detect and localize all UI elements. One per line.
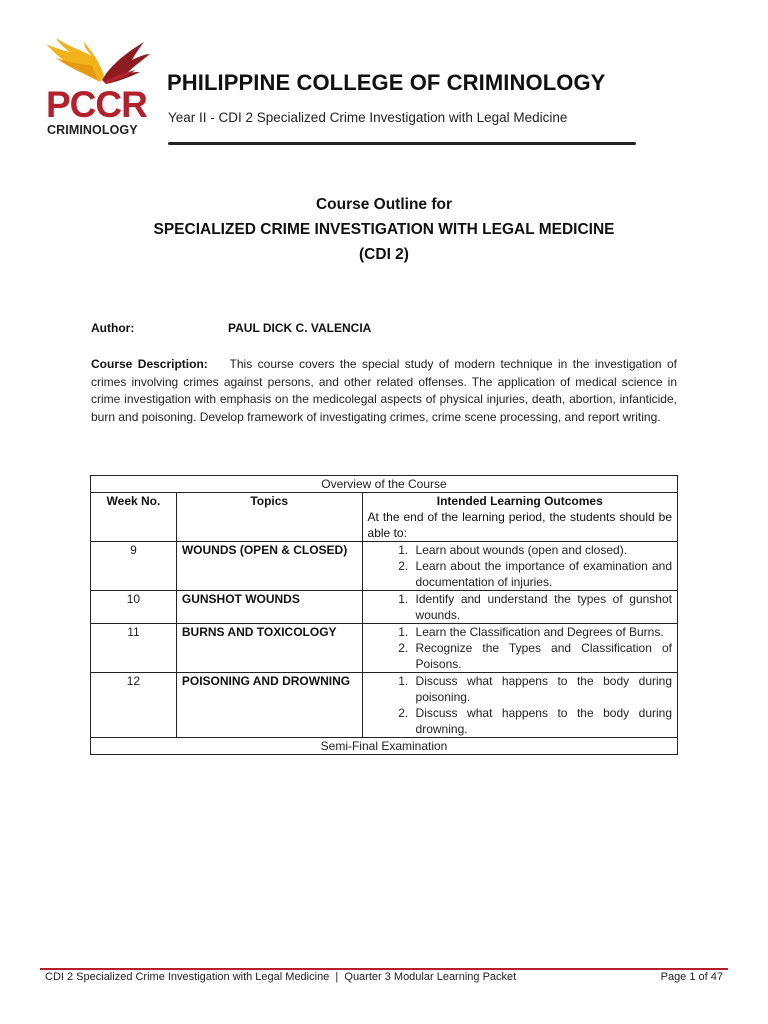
course-name-heading: SPECIALIZED CRIME INVESTIGATION WITH LEGAL MEDICINE <box>153 221 615 238</box>
table-row <box>91 673 678 738</box>
exam-label: Semi-Final Examination <box>91 738 678 755</box>
table-row <box>91 624 678 673</box>
table-footer-row <box>91 738 678 755</box>
outcome-item: 2. Learn about the importance of examination and documentation of injuries. <box>412 558 672 590</box>
topic-cell: BURNS AND TOXICOLOGY <box>176 624 362 673</box>
footer-divider <box>40 968 728 970</box>
table-header-row <box>91 493 678 542</box>
week-cell: 10 <box>91 591 177 624</box>
page-number: Page 1 of 47 <box>660 971 723 983</box>
week-cell: 11 <box>91 624 177 673</box>
topics-header: Topics <box>176 493 362 542</box>
outcomes-cell <box>362 624 677 673</box>
logo-subtext: CRIMINOLOGY <box>47 123 138 137</box>
outcome-item: 1. Learn the Classification and Degrees of Burns. <box>412 624 672 640</box>
table-row <box>91 591 678 624</box>
course-code-heading: (CDI 2) <box>359 246 409 263</box>
footer-course-info: CDI 2 Specialized Crime Investigation with Legal Medicine | Quarter 3 Modular Learning Packet <box>45 971 517 983</box>
table-row <box>91 542 678 591</box>
course-outline-heading: Course Outline for <box>315 196 453 213</box>
ilo-header <box>362 493 677 542</box>
course-description-text: This course covers the special study of modern technique in the investigation of crimes involving crimes against persons, and other related offenses. The application of medical science in crime investigation with emphasis on the medicolegal aspects of physical injuries, death, abortion, infanticide, burn and poisoning. Develop framework of investigating crimes, crime scene processing, and report writing. <box>91 357 678 424</box>
outcome-item: 1. Identify and understand the types of gunshot wounds. <box>412 591 672 623</box>
header-divider <box>168 142 636 145</box>
outcome-item: 2. Recognize the Types and Classification of Poisons. <box>412 640 672 672</box>
pccr-logo <box>40 36 158 140</box>
college-name: PHILIPPINE COLLEGE OF CRIMINOLOGY <box>167 70 606 95</box>
course-subtitle: Year II - CDI 2 Specialized Crime Investigation with Legal Medicine <box>168 110 568 125</box>
outcomes-cell <box>362 673 677 738</box>
ilo-header-title: Intended Learning Outcomes <box>436 494 603 508</box>
course-overview-table <box>90 475 678 755</box>
outcomes-cell <box>362 591 677 624</box>
outcome-item: 1. Learn about wounds (open and closed). <box>412 542 672 558</box>
topic-cell: POISONING AND DROWNING <box>176 673 362 738</box>
week-cell: 12 <box>91 673 177 738</box>
logo-wordmark: PCCR <box>46 84 147 125</box>
course-description-label: Course Description: <box>91 357 208 371</box>
outcomes-cell <box>362 542 677 591</box>
table-caption: Overview of the Course <box>91 476 678 493</box>
week-cell: 9 <box>91 542 177 591</box>
author-label: Author: <box>91 321 135 335</box>
table-caption-row <box>91 476 678 493</box>
course-description <box>91 356 677 426</box>
topic-cell: GUNSHOT WOUNDS <box>176 591 362 624</box>
outcome-item: 1. Discuss what happens to the body during poisoning. <box>412 673 672 705</box>
ilo-header-subtitle: At the end of the learning period, the students should be able to: <box>367 510 672 540</box>
outcome-item: 2. Discuss what happens to the body during drowning. <box>412 705 672 737</box>
topic-cell: WOUNDS (OPEN & CLOSED) <box>176 542 362 591</box>
author-name: PAUL DICK C. VALENCIA <box>228 321 372 335</box>
week-header: Week No. <box>91 493 177 542</box>
